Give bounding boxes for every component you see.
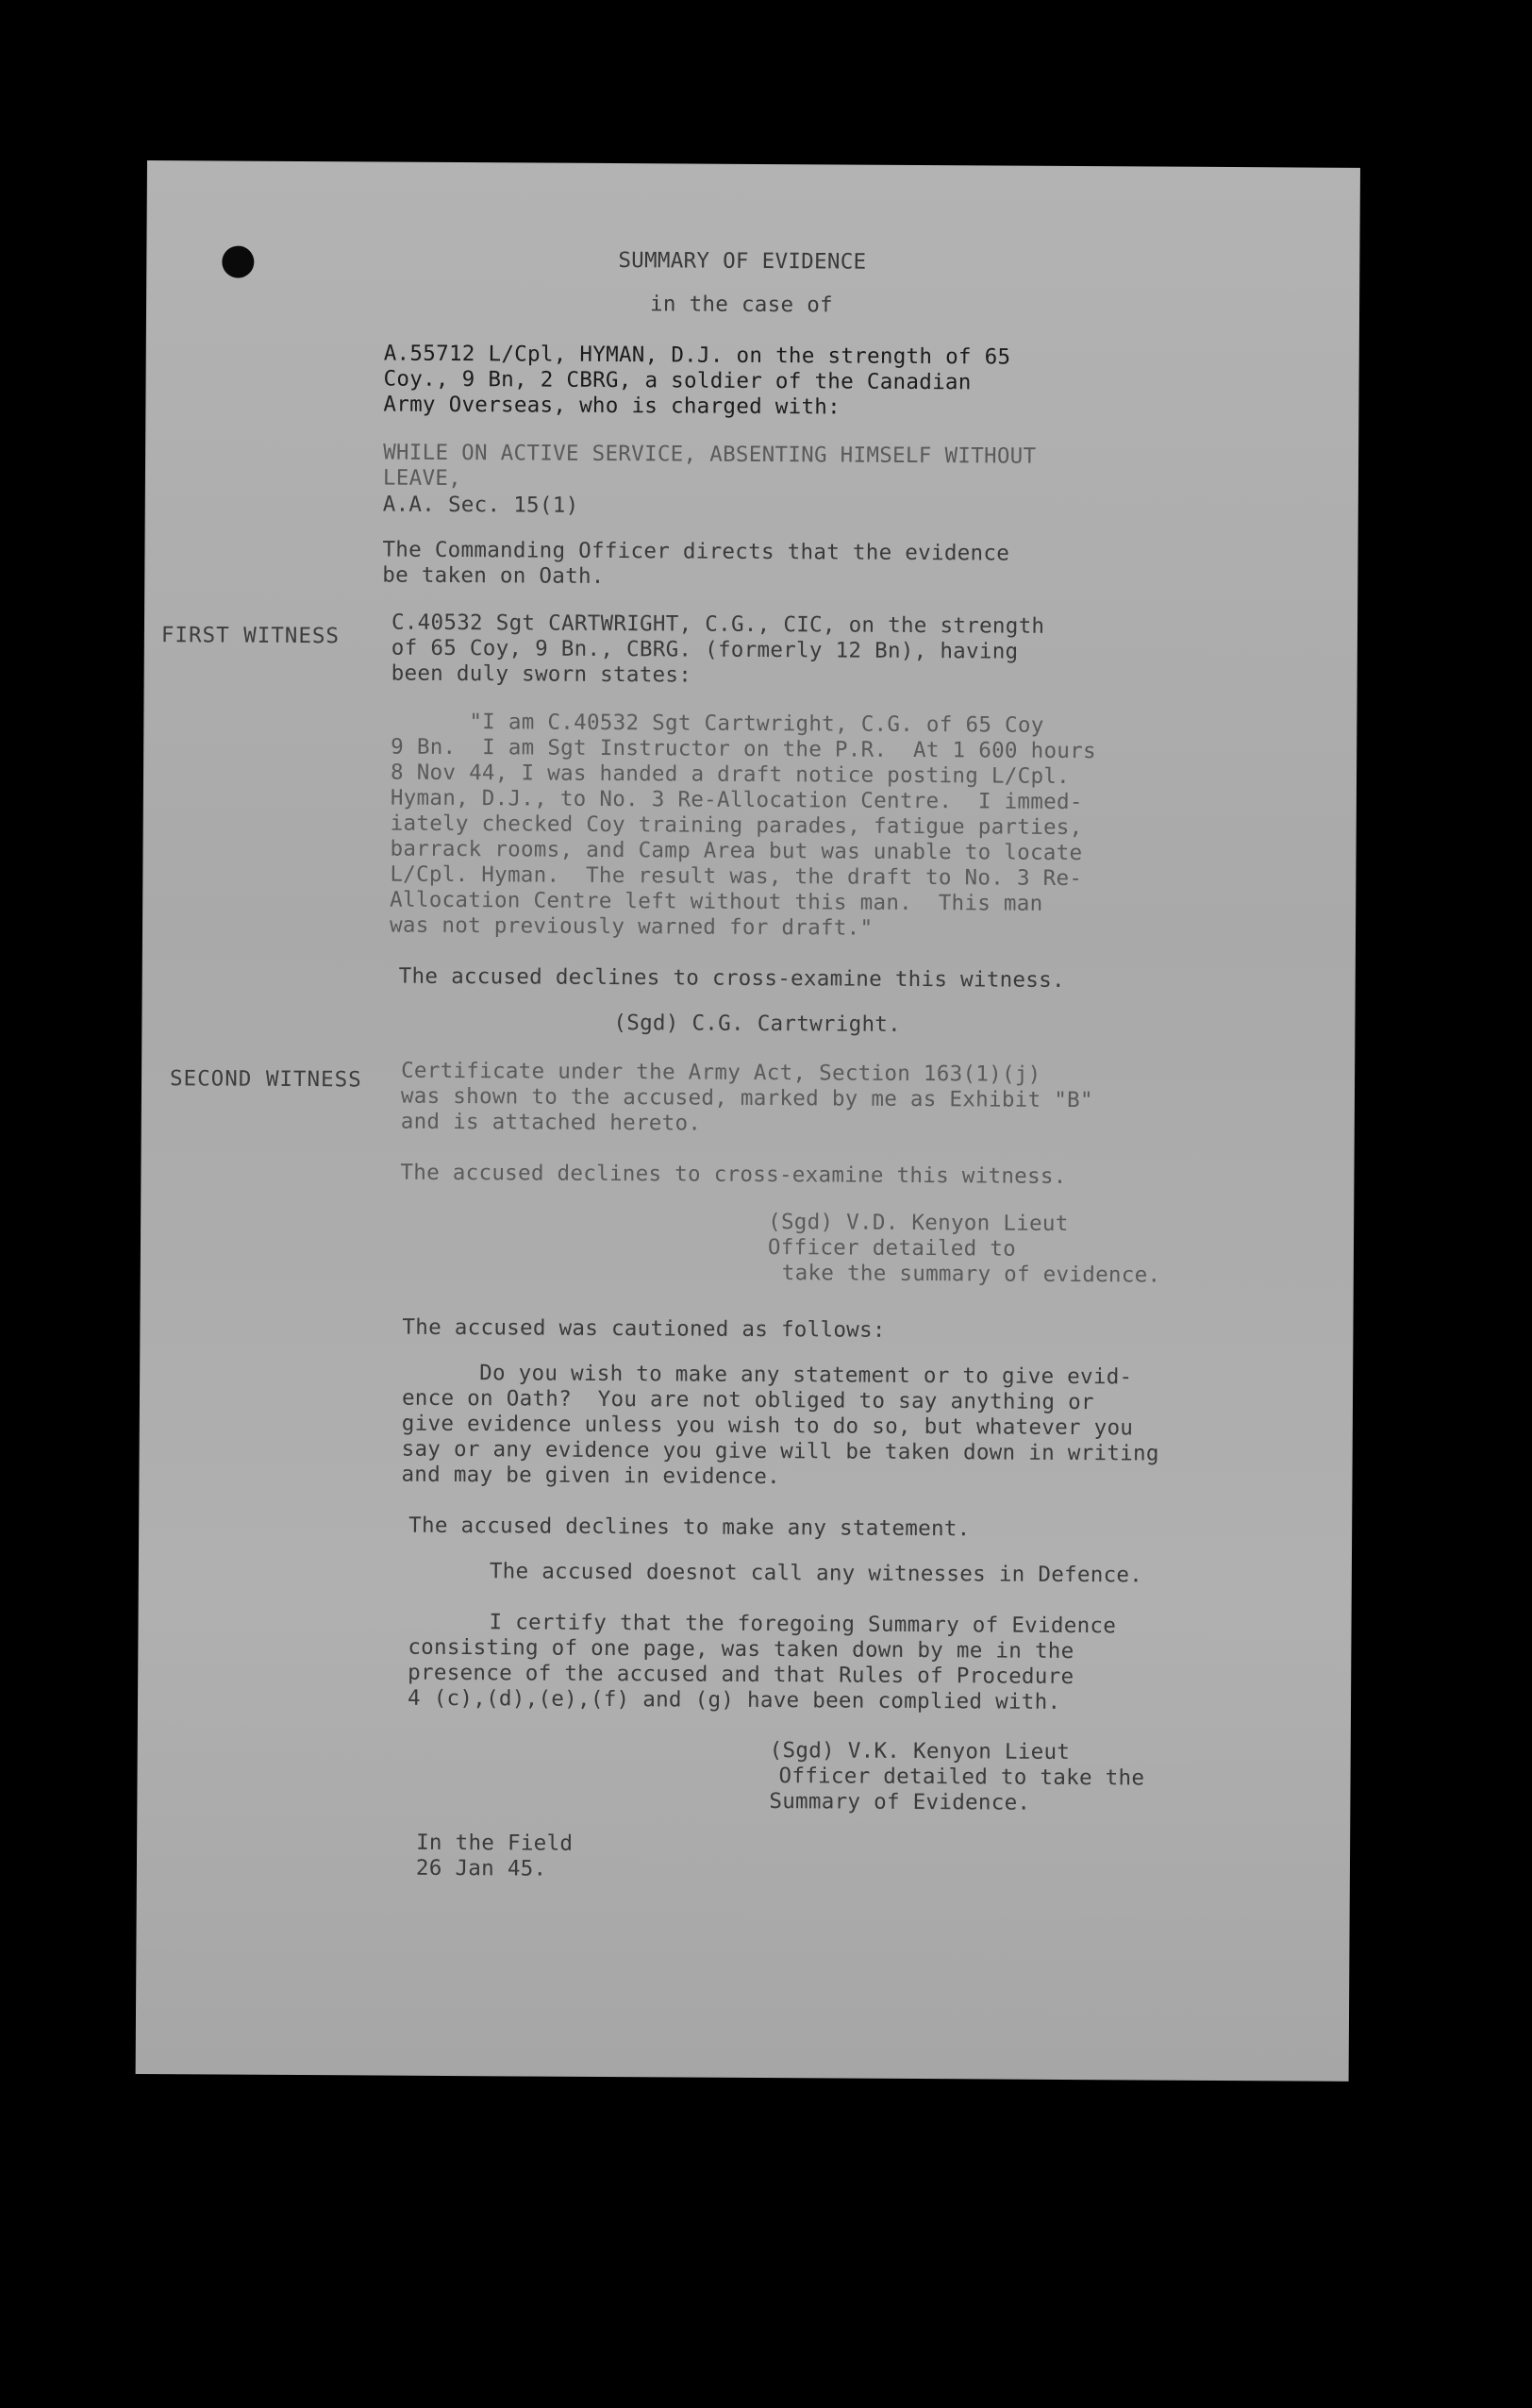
charge-line: LEAVE, xyxy=(382,465,462,492)
document-subtitle: in the case of xyxy=(650,292,834,318)
first-witness-statement-line: barrack rooms, and Camp Area but was unable to locate xyxy=(390,836,1083,866)
place-line: In the Field xyxy=(416,1830,574,1856)
date-line: 26 Jan 45. xyxy=(415,1855,547,1881)
caution-line: give evidence unless you wish to do so, but whatever you xyxy=(401,1411,1134,1441)
first-witness-signature: (Sgd) C.G. Cartwright. xyxy=(613,1011,902,1037)
second-witness-certificate-line: Certificate under the Army Act, Section 163(1)(j) xyxy=(401,1058,1041,1087)
first-witness-statement-line: 8 Nov 44, I was handed a draft notice posting L/Cpl. xyxy=(390,760,1071,789)
certification-line: presence of the accused and that Rules of Procedure xyxy=(408,1660,1074,1690)
charge-line: WHILE ON ACTIVE SERVICE, ABSENTING HIMSELF WITHOUT xyxy=(383,440,1037,469)
second-witness-certificate-line: and is attached hereto. xyxy=(400,1109,702,1136)
first-witness-declines: The accused declines to cross-examine this witness. xyxy=(398,963,1065,993)
second-witness-signature-line: Officer detailed to xyxy=(767,1235,1017,1262)
first-witness-statement-line: Allocation Centre left without this man. This man xyxy=(390,887,1043,916)
first-witness-statement-line: was not previously warned for draft." xyxy=(389,912,874,941)
accused-line: Coy., 9 Bn, 2 CBRG, a soldier of the Canadian xyxy=(383,366,972,395)
charge-line: A.A. Sec. 15(1) xyxy=(382,492,579,518)
no-defence-witnesses: The accused doesnot call any witnesses in Defence. xyxy=(489,1559,1143,1588)
first-witness-statement-line: Hyman, D.J., to No. 3 Re-Allocation Centre. I immed- xyxy=(390,785,1083,815)
first-witness-statement-line: "I am C.40532 Sgt Cartwright, C.G. of 65 Coy xyxy=(469,710,1044,738)
caution-line: say or any evidence you give will be taken down in writing xyxy=(401,1436,1159,1466)
second-witness-declines: The accused declines to cross-examine this witness. xyxy=(400,1160,1067,1189)
accused-line: A.55712 L/Cpl, HYMAN, D.J. on the strength of 65 xyxy=(383,341,1011,370)
punch-hole xyxy=(222,245,254,277)
caution-intro: The accused was cautioned as follows: xyxy=(402,1314,886,1343)
first-witness-label: FIRST WITNESS xyxy=(160,623,341,649)
oath-direction-line: The Commanding Officer directs that the evidence xyxy=(382,537,1010,566)
declines-statement: The accused declines to make any statement. xyxy=(408,1513,971,1542)
document-title: SUMMARY OF EVIDENCE xyxy=(618,248,867,275)
final-signature-line: (Sgd) V.K. Kenyon Lieut xyxy=(769,1738,1071,1765)
certification-line: 4 (c),(d),(e),(f) and (g) have been complied with. xyxy=(407,1685,1061,1714)
first-witness-intro-line: of 65 Coy, 9 Bn., CBRG. (formerly 12 Bn), having xyxy=(391,635,1019,664)
caution-line: ence on Oath? You are not obliged to say anything or xyxy=(401,1385,1094,1415)
second-witness-signature-line: (Sgd) V.D. Kenyon Lieut xyxy=(768,1210,1069,1236)
oath-direction-line: be taken on Oath. xyxy=(382,562,605,589)
certification-line: consisting of one page, was taken down by me in the xyxy=(408,1634,1074,1664)
final-signature-line: Officer detailed to take the xyxy=(778,1764,1145,1791)
first-witness-statement-line: 9 Bn. I am Sgt Instructor on the P.R. At 1 600 hours xyxy=(391,734,1096,764)
accused-line: Army Overseas, who is charged with: xyxy=(383,392,841,420)
document-page xyxy=(136,160,1360,2082)
first-witness-statement-line: iately checked Coy training parades, fatigue parties, xyxy=(390,811,1083,841)
caution-line: Do you wish to make any statement or to give evid- xyxy=(479,1361,1133,1390)
first-witness-intro-line: been duly sworn states: xyxy=(391,661,692,688)
first-witness-statement-line: L/Cpl. Hyman. The result was, the draft to No. 3 Re- xyxy=(390,861,1083,892)
second-witness-signature-line: take the summary of evidence. xyxy=(781,1261,1161,1288)
certification-line: I certify that the foregoing Summary of Evidence xyxy=(489,1610,1117,1639)
first-witness-intro-line: C.40532 Sgt CARTWRIGHT, C.G., CIC, on the strength xyxy=(391,610,1045,639)
second-witness-label: SECOND WITNESS xyxy=(169,1066,362,1093)
final-signature-line: Summary of Evidence. xyxy=(769,1789,1031,1815)
caution-line: and may be given in evidence. xyxy=(401,1462,781,1490)
second-witness-certificate-line: was shown to the accused, marked by me as Exhibit "B" xyxy=(400,1083,1093,1113)
